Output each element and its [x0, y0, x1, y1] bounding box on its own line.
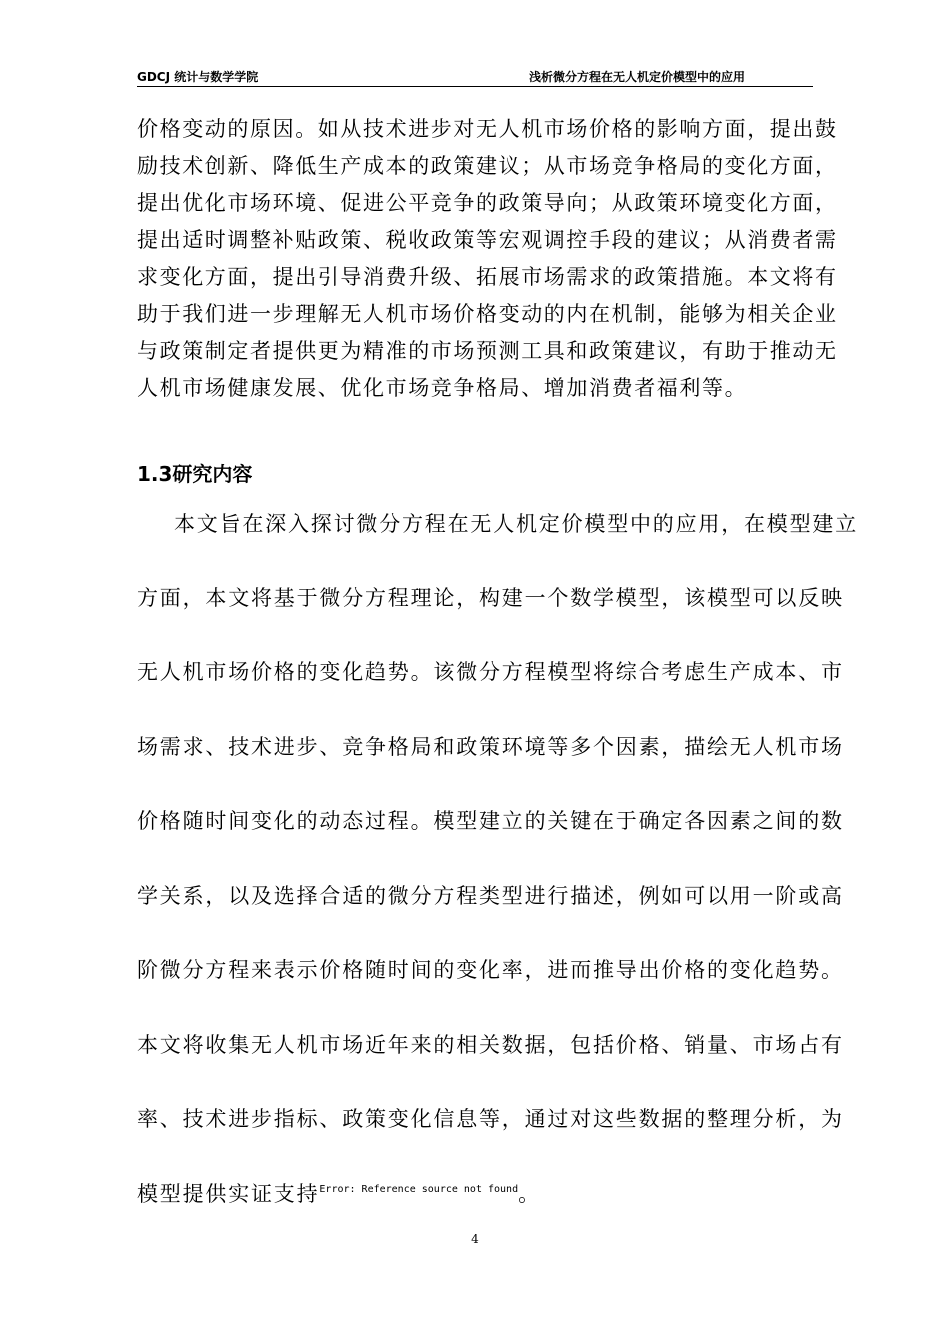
paragraph-line: 提出优化市场环境、促进公平竞争的政策导向；从政策环境变化方面，	[137, 191, 838, 215]
paragraph-line: 人机市场健康发展、优化市场竞争格局、增加消费者福利等。	[137, 376, 748, 400]
section-heading: 1.3研究内容	[137, 462, 253, 486]
paragraph-line: 求变化方面，提出引导消费升级、拓展市场需求的政策措施。本文将有	[137, 265, 838, 289]
paragraph-last-line	[137, 1181, 541, 1207]
paragraph-line: 阶微分方程来表示价格随时间的变化率，进而推导出价格的变化趋势。	[137, 958, 844, 982]
page-number: 4	[471, 1232, 479, 1246]
paragraph-line: 本文旨在深入探讨微分方程在无人机定价模型中的应用，在模型建立	[174, 512, 858, 536]
paragraph-line: 方面，本文将基于微分方程理论，构建一个数学模型，该模型可以反映	[137, 586, 844, 610]
paragraph-line: 助于我们进一步理解无人机市场价格变动的内在机制，能够为相关企业	[137, 302, 838, 326]
running-header	[137, 70, 813, 87]
paragraph-line: 场需求、技术进步、竞争格局和政策环境等多个因素，描绘无人机市场	[137, 735, 844, 759]
paragraph-line: 价格随时间变化的动态过程。模型建立的关键在于确定各因素之间的数	[137, 809, 844, 833]
last-line-end-punctuation: 。	[518, 1182, 541, 1206]
paragraph-line: 学关系，以及选择合适的微分方程类型进行描述，例如可以用一阶或高	[137, 884, 844, 908]
citation-error-reference[interactable]: Error: Reference source not found	[319, 1184, 519, 1195]
paragraph-line: 本文将收集无人机市场近年来的相关数据，包括价格、销量、市场占有	[137, 1033, 844, 1057]
paragraph-line: 与政策制定者提供更为精准的市场预测工具和政策建议，有助于推动无	[137, 339, 838, 363]
paragraph-line: 无人机市场价格的变化趋势。该微分方程模型将综合考虑生产成本、市	[137, 660, 844, 684]
header-paper-title: 浅析微分方程在无人机定价模型中的应用	[529, 70, 746, 84]
paragraph-line: 率、技术进步指标、政策变化信息等，通过对这些数据的整理分析，为	[137, 1107, 844, 1131]
header-college: GDCJ 统计与数学学院	[137, 70, 259, 84]
paragraph-line: 提出适时调整补贴政策、税收政策等宏观调控手段的建议；从消费者需	[137, 228, 838, 252]
last-line-text: 模型提供实证支持	[137, 1182, 320, 1206]
paragraph-line: 励技术创新、降低生产成本的政策建议；从市场竞争格局的变化方面，	[137, 154, 838, 178]
paragraph-line: 价格变动的原因。如从技术进步对无人机市场价格的影响方面，提出鼓	[137, 117, 838, 141]
